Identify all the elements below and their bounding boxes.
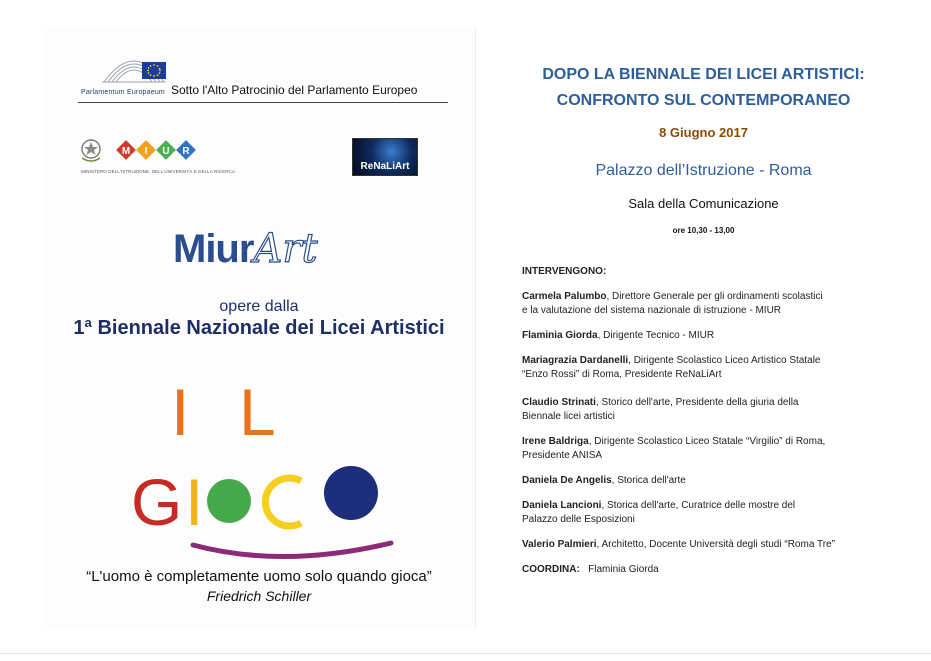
patronage-text: Sotto l'Alto Patrocinio del Parlamento Europeo [171,83,418,97]
opere-text: opere dalla [219,298,299,315]
renaliart-logo [352,138,418,176]
il-letter-l: L [239,375,276,449]
renaliart-label: ReNaLiArt [360,161,410,172]
speaker-entry [522,474,922,488]
speaker-role: , Dirigente Scolastico Liceo Artistico Statale [628,355,821,366]
speaker-role: , Storica dell'arte [611,475,686,486]
event-venue: Palazzo dell’Istruzione - Roma [595,162,812,179]
page-bottom-edge [0,653,931,654]
speaker-role: , Storico dell'arte, Presidente della giuria della [595,397,799,408]
event-time: ore 10,30 - 13,00 [672,226,735,235]
event-date: 8 Giugno 2017 [659,125,748,140]
speaker-name: Carmela Palumbo [522,291,607,302]
speaker-entry [522,435,922,463]
speaker-role-cont: “Enzo Rossi” di Roma, Presidente ReNaLiArt [522,369,722,380]
biennale-title: 1ª Biennale Nazionale dei Licei Artistici [73,317,445,339]
event-title-line1: DOPO LA BIENNALE DEI LICEI ARTISTICI: [542,66,865,83]
speaker-entry [522,396,922,424]
gioco-letter-o1 [207,479,251,523]
speaker-role-cont: Palazzo delle Esposizioni [522,514,635,525]
speaker-name: Valerio Palmieri [522,539,597,550]
event-room: Sala della Comunicazione [628,196,779,211]
speaker-name: Daniela Lancioni [522,500,602,511]
speaker-role-cont: e la valutazione del sistema nazionale di istruzione - MIUR [522,305,782,316]
speaker-role-cont: Presidente ANISA [522,450,603,461]
speaker-role: , Dirigente Scolastico Liceo Statale “Virgilio” di Roma, [588,436,826,447]
svg-text:R: R [182,146,190,157]
svg-text:U: U [162,146,170,157]
coordinator-name: Flaminia Giorda [588,564,659,575]
speaker-entry [522,499,922,527]
speaker-entry [522,329,922,343]
italian-republic-emblem [79,136,103,164]
miurart-brand [173,226,318,272]
speaker-entry [522,354,922,382]
ministry-text: MINISTERO DELL'ISTRUZIONE, DELL'UNIVERSITÀ E DELLA RICERCA [81,169,236,174]
brand-art: Art [253,226,318,272]
speaker-name: Claudio Strinati [522,397,596,408]
schiller-quote: “L'uomo è completamente uomo solo quando gioca” [86,568,432,585]
gioco-letter-i: I [185,465,204,539]
poster-panel [43,28,476,628]
eu-parliament-label: Parlamentum Europaeum [81,89,165,96]
event-title-line2: CONFRONTO SUL CONTEMPORANEO [556,92,851,109]
gioco-letter-o2 [324,466,378,520]
speaker-role: , Architetto, Docente Università degli studi “Roma Tre” [596,539,835,550]
event-title [476,62,931,114]
speakers-list [522,265,922,577]
svg-text:I: I [144,146,148,157]
speakers-heading: INTERVENGONO: [522,266,607,277]
speaker-role: , Direttore Generale per gli ordinamenti scolastici [606,291,823,302]
coordinator [522,563,922,577]
gioco-letter-c [265,478,301,526]
speaker-name: Flaminia Giorda [522,330,598,341]
divider [78,102,448,103]
svg-text:M: M [121,146,131,157]
speaker-role-cont: Biennale licei artistici [522,411,615,422]
coordinator-label: COORDINA: [522,564,580,575]
speaker-name: Mariagrazia Dardanelli [522,355,629,366]
speaker-name: Daniela De Angelis [522,475,612,486]
il-gioco-artwork [123,373,403,563]
gioco-letter-g: G [131,465,183,539]
brand-miur: Miur [173,227,254,271]
program-panel [476,0,931,661]
il-letter-i: I [171,375,190,449]
speaker-role: , Storica dell'arte, Curatrice delle mostre del [601,500,796,511]
european-parliament-logo [98,44,170,94]
speaker-entry [522,290,922,318]
miur-logo [115,135,203,165]
quote-author: Friedrich Schiller [206,588,312,604]
speaker-name: Irene Baldriga [522,436,589,447]
smile-curve [193,543,391,557]
speaker-role: , Dirigente Tecnico - MIUR [597,330,715,341]
speaker-entry [522,538,922,552]
